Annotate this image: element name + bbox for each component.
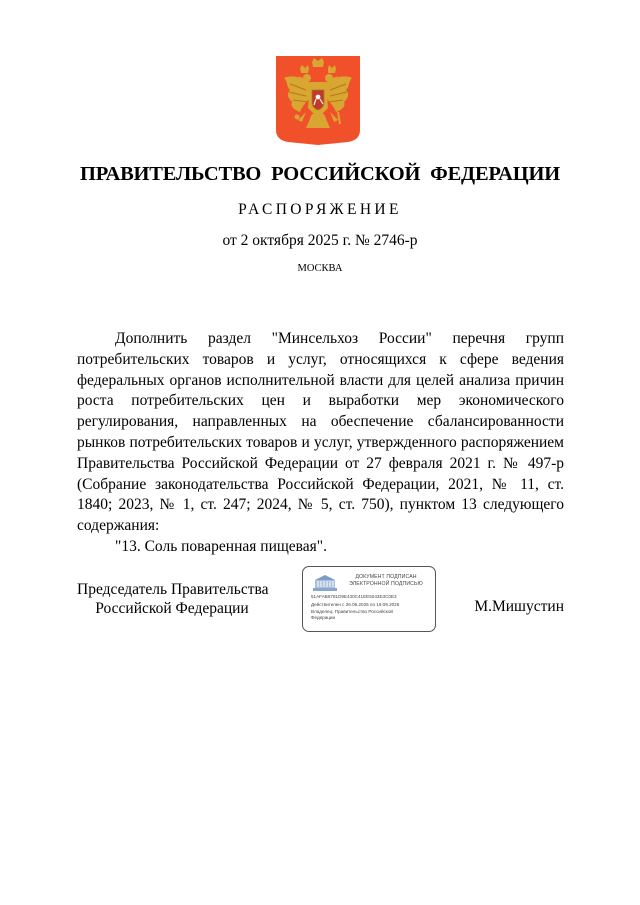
signer-position-line2: Российской Федерации [95, 600, 249, 617]
signer-position [77, 580, 267, 618]
stamp-heading [339, 574, 433, 588]
stamp-validity: Действителен с 26.06.2025 по 19.09.2026 [311, 602, 400, 607]
government-title: ПРАВИТЕЛЬСТВО РОССИЙСКОЙ ФЕДЕРАЦИИ [80, 163, 560, 185]
coat-of-arms-emblem [276, 56, 360, 145]
government-building-icon [313, 574, 337, 591]
body-paragraph: Дополнить раздел "Минсельхоз России" перечня групп потребительских товаров и услуг, относящихся к сфере ведения федеральных органов исполнительной власти для целей анализа причин роста потребительских цен и выработки мер экономического регулирования, направленных на обеспечение сбалансированности рынков потребительских товаров и услуг, утвержденного распоряжением Правительства Российской Федерации от 27 февраля 2021 г. № 497-р (Собрание законодательства Российской Федерации, 2021, № 11, ст. 1840; 2023, № 1, ст. 247; 2024, № 5, ст. 750), пунктом 13 следующего содержания: [77, 330, 564, 535]
signer-name: М.Мишустин [474, 598, 564, 615]
stamp-certificate: 51AFAB6781D9E420C41EE5043E3C0E3 [311, 594, 397, 599]
document-body [77, 329, 564, 558]
document-type: РАСПОРЯЖЕНИЕ [238, 201, 402, 218]
document-date-number: от 2 октября 2025 г. № 2746-р [222, 232, 418, 249]
stamp-owner-line2: Федерации [311, 615, 336, 620]
body-item: "13. Соль поваренная пищевая". [115, 537, 328, 555]
stamp-owner-line1: Владелец: Правительство Российской [311, 609, 393, 614]
signer-position-line1: Председатель Правительства [77, 581, 269, 598]
document-city: МОСКВА [297, 263, 343, 274]
electronic-signature-stamp [302, 566, 436, 632]
stamp-heading-line1: ДОКУМЕНТ ПОДПИСАН [355, 574, 417, 580]
stamp-heading-line2: ЭЛЕКТРОННОЙ ПОДПИСЬЮ [349, 581, 423, 587]
